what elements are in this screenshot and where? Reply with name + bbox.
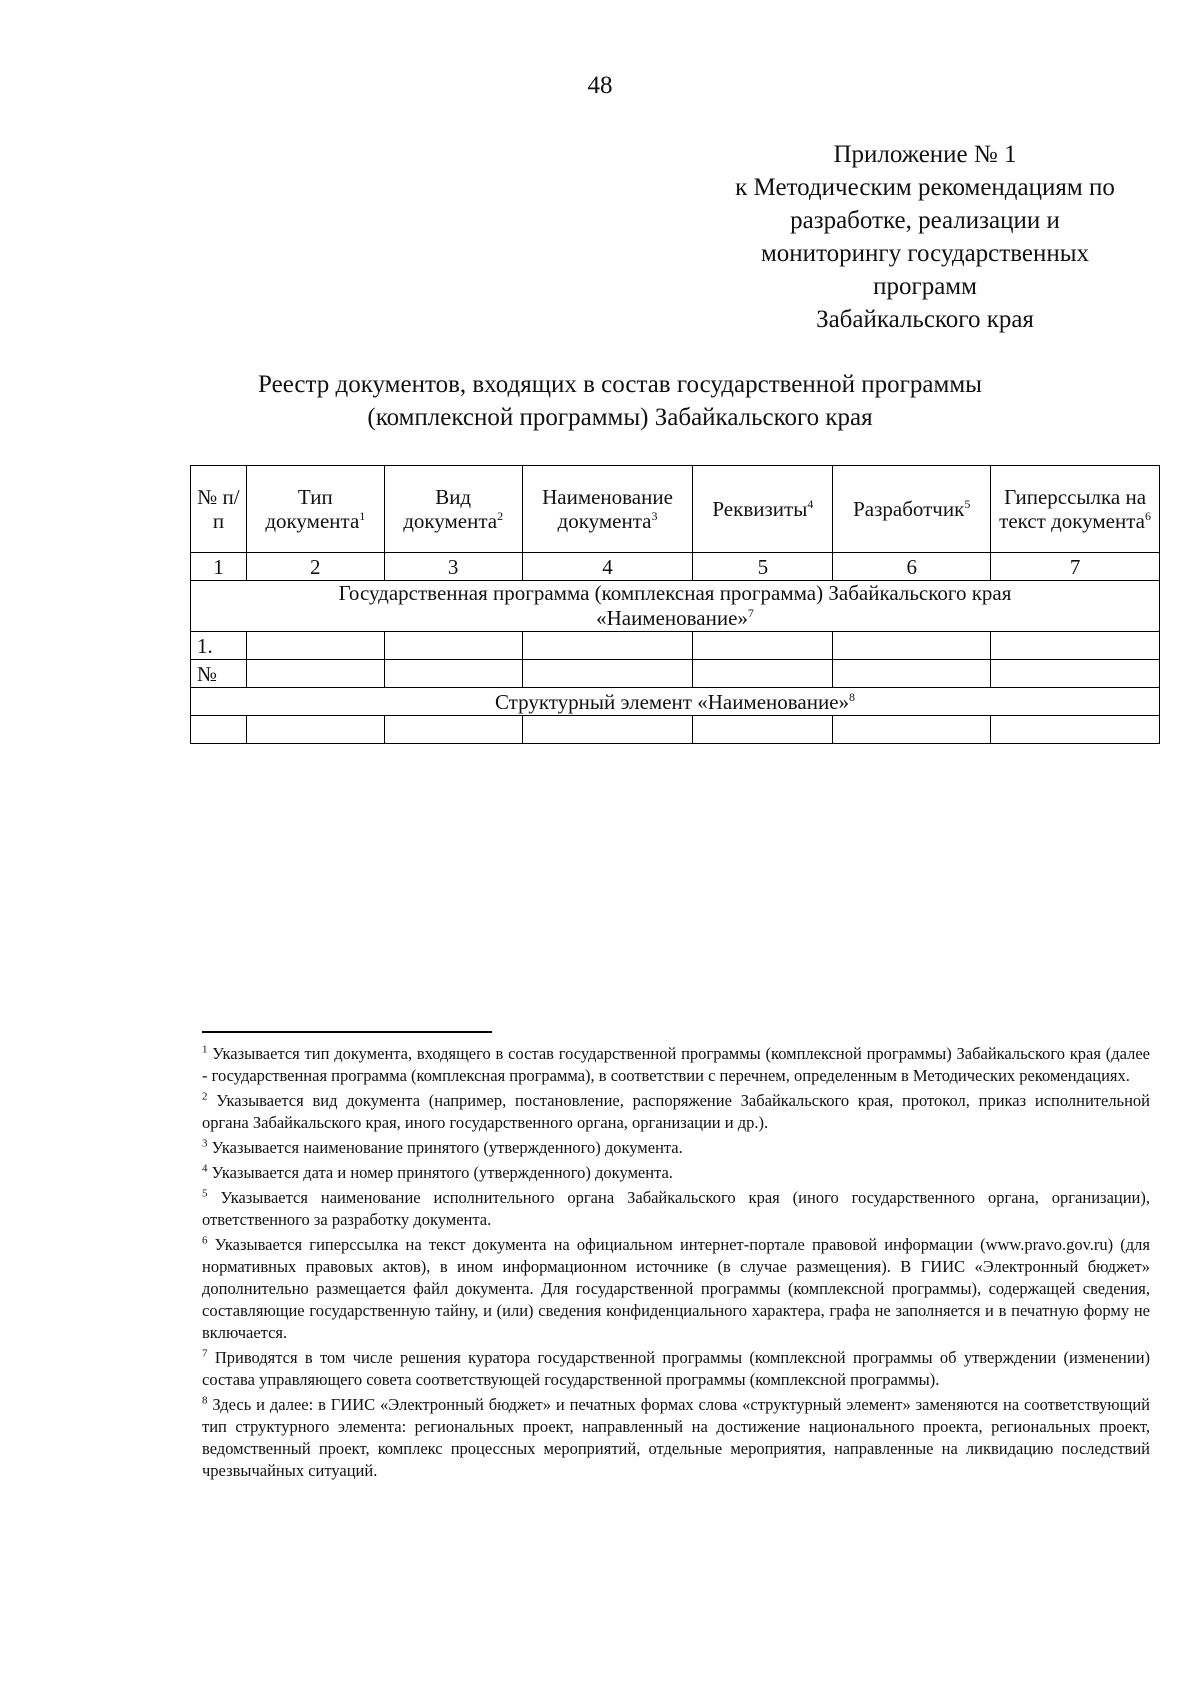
column-number-cell: 1 <box>191 553 247 581</box>
empty-cell <box>246 660 384 688</box>
title-line: (комплексной программы) Забайкальского края <box>367 404 873 431</box>
page-number: 48 <box>587 72 613 99</box>
footnote: $^3$ Указывается наименование принятого (утвержденного) документа. <box>202 1137 683 1157</box>
empty-cell <box>693 660 833 688</box>
footnote: $^6$ Указывается гиперссылка на текст документа на официальном интернет-портале правовой информации (www.pravo.gov.ru) (для нормативных правовых актов), в ином информационном источнике (в случае размещения). В ГИИС «Электронный бюджет» дополнительно размещается файл документа. Для государственной программы (комплексной программы), содержащей сведения, составляющие государственную тайну, и (или) сведения конфиденциального характера, графа не заполняется и в печатную форму не включается. <box>202 1234 1151 1342</box>
column-number-cell: 4 <box>522 553 693 581</box>
row-label-cell: 1. <box>191 632 247 660</box>
footnote: $^7$ Приводятся в том числе решения куратора государственной программы (комплексной программы об утверждении (изменении) состава управляющего совета соответствующей государственной программы (комплексной программы). <box>202 1347 1151 1389</box>
footnote: $^4$ Указывается дата и номер принятого (утвержденного) документа. <box>202 1162 673 1182</box>
appendix-line: разработке, реализации и <box>790 207 1060 234</box>
empty-cell <box>384 716 522 744</box>
footnote: $^5$ Указывается наименование исполнительного органа Забайкальского края (иного государственного органа, организации), ответственного за разработку документа. <box>202 1187 1151 1229</box>
appendix-block <box>690 138 1160 336</box>
appendix-line: к Методическим рекомендациям по <box>735 174 1115 201</box>
empty-cell <box>991 660 1160 688</box>
header-cell: Наименование документа$^3$ <box>522 466 693 553</box>
header-cell: Тип документа$^1$ <box>246 466 384 553</box>
program-line1: Государственная программа (комплексная программа) Забайкальского края <box>338 581 1012 605</box>
appendix-line: Забайкальского края <box>816 306 1034 333</box>
empty-cell <box>991 632 1160 660</box>
appendix-line: программ <box>873 273 977 300</box>
empty-cell <box>384 660 522 688</box>
empty-cell <box>522 632 693 660</box>
column-number-cell: 3 <box>384 553 522 581</box>
program-line2: «Наименование»$^7$ <box>596 606 754 630</box>
column-number-cell: 7 <box>991 553 1160 581</box>
appendix-line: мониторингу государственных <box>760 240 1090 267</box>
column-number-cell: 6 <box>833 553 991 581</box>
table-row <box>191 632 1160 660</box>
empty-cell <box>693 632 833 660</box>
header-cell: Гиперссылка на текст документа$^6$ <box>991 466 1160 553</box>
empty-cell <box>833 660 991 688</box>
empty-cell <box>991 716 1160 744</box>
empty-cell <box>246 632 384 660</box>
footnote-separator <box>202 1031 492 1033</box>
table-header-row <box>191 466 1160 553</box>
empty-cell <box>522 660 693 688</box>
column-number-row <box>191 553 1160 581</box>
empty-cell <box>833 632 991 660</box>
footnote: $^8$ Здесь и далее: в ГИИС «Электронный бюджет» и печатных формах слова «структурный элемент» заменяются на соответствующий тип структурного элемента: региональных проект, направленный на достижение национального проекта, региональных проект, ведомственный проект, комплекс процессных мероприятий, отдельные мероприятия, направленные на ликвидацию последствий чрезвычайных ситуаций. <box>202 1394 1150 1480</box>
structural-element-cell: Структурный элемент «Наименование»$^8$ <box>191 688 1160 716</box>
document-title <box>180 368 1060 434</box>
registry-table <box>190 465 1160 744</box>
program-cell <box>191 581 1160 632</box>
table-row <box>191 716 1160 744</box>
column-number-cell: 5 <box>693 553 833 581</box>
structural-element-row <box>191 688 1160 716</box>
header-cell: Разработчик$^5$ <box>833 466 991 553</box>
program-row <box>191 581 1160 632</box>
row-label-cell: № <box>191 660 247 688</box>
header-cell: Реквизиты$^4$ <box>693 466 833 553</box>
empty-cell <box>246 716 384 744</box>
header-cell: Вид документа$^2$ <box>384 466 522 553</box>
empty-cell <box>693 716 833 744</box>
appendix-line: Приложение № 1 <box>833 141 1017 168</box>
empty-cell <box>522 716 693 744</box>
column-number-cell: 2 <box>246 553 384 581</box>
footnotes <box>202 1043 1150 1485</box>
empty-cell <box>191 716 247 744</box>
table-row <box>191 660 1160 688</box>
header-cell: № п/п <box>191 466 247 553</box>
title-line: Реестр документов, входящих в состав государственной программы <box>258 371 982 398</box>
empty-cell <box>384 632 522 660</box>
footnote: $^2$ Указывается вид документа (например, постановление, распоряжение Забайкальского края, протокол, приказ исполнительной органа Забайкальского края, иного государственного органа, организации и др.). <box>202 1090 1150 1132</box>
footnote: $^1$ Указывается тип документа, входящего в состав государственной программы (комплексной программы) Забайкальского края (далее - государственная программа (комплексная программа), в соответствии с перечнем, определенным в Методических рекомендациях. <box>202 1043 1151 1085</box>
empty-cell <box>833 716 991 744</box>
